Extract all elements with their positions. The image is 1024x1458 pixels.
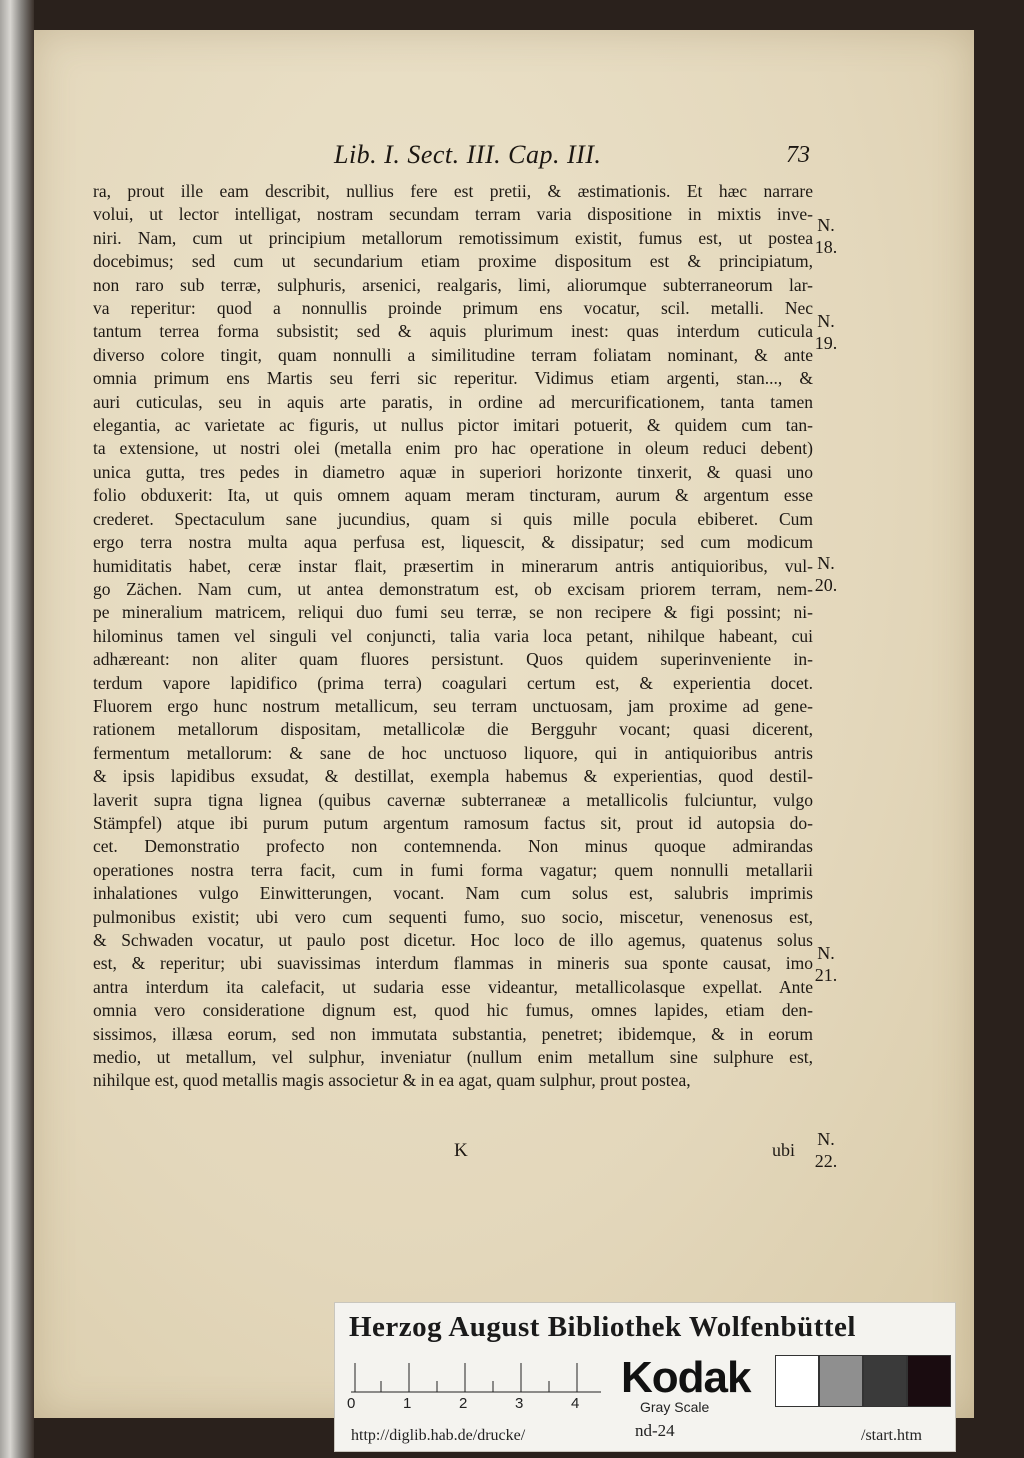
- swatch-black: [907, 1355, 951, 1407]
- text-line: non raro sub terræ, sulphuris, arsenici, realgaris, limi, aliorumque subterraneorum lar-: [93, 274, 813, 295]
- text-line: terdum vapore lapidifico (prima terra) coagulari certum est, & experientia docet.: [93, 672, 813, 693]
- text-line: rationem metallorum dispositam, metallicolæ die Bergguhr vocant; quasi dicerent,: [93, 719, 813, 740]
- text-line: niri. Nam, cum ut principium metallorum remotissimum existit, fumus est, ut postea: [93, 227, 813, 248]
- text-line: go Zächen. Nam cum, ut antea demonstratum est, ob excisam priorem terram, nem-: [93, 578, 813, 599]
- text-line: omnia vero consideratione dignum est, quod hic fumus, omnes lapides, etiam den-: [93, 1000, 813, 1021]
- swatch-mid-gray: [819, 1355, 863, 1407]
- library-title: Herzog August Bibliothek Wolfenbüttel: [349, 1311, 856, 1343]
- text-line: humiditatis habet, ceræ instar flait, præsertim in minerarum antris antiquioribus, vul-: [93, 555, 813, 576]
- text-line: est, & reperitur; ubi suavissimas interdum flammas in mineris sua sponte causat, imo: [93, 953, 813, 974]
- text-line: tantum terrea forma subsistit; sed & aquis plurimum inest: quas interdum cuticula: [93, 321, 813, 342]
- ruler-number: 2: [459, 1395, 468, 1412]
- ruler-number: 0: [347, 1395, 356, 1412]
- book-page: [34, 30, 974, 1418]
- text-line: va reperitur: quod a nonnullis proinde primum ens vocatur, scil. metalli. Nec: [93, 298, 813, 319]
- url-right: /start.htm: [861, 1427, 922, 1444]
- text-line: volui, ut lector intelligat, nostram secundam terram varia dispositione in mixtis inve-: [93, 204, 813, 225]
- text-line: medio, ut metallum, vel sulphur, inveniatur (nullum enim metallum sine sulphure est,: [93, 1047, 813, 1068]
- color-target-card: [334, 1302, 956, 1452]
- margin-note-21: N. 21.: [814, 943, 838, 985]
- text-line: diverso colore tingit, quam nonnulli a similitudine terram foliatam nominant, & ante: [93, 344, 813, 365]
- text-line: Stämpfel) atque ibi purum putum argentum ramosum factus sit, prout id autopsia do-: [93, 812, 813, 833]
- text-line: antra interdum ita calefacit, ut sudaria esse videantur, metallicolasque expellat. Ante: [93, 976, 813, 997]
- kodak-logo: Kodak: [621, 1353, 751, 1402]
- text-line: Fluorem ergo hunc nostrum metallicum, seu terram unctuosam, jam proxime ad gene-: [93, 695, 813, 716]
- text-line: ra, prout ille eam describit, nullius fere est pretii, & æstimationis. Et hæc narrare: [93, 181, 813, 201]
- text-line: inhalationes vulgo Einwitterungen, vocant. Nam cum solus est, salubris imprimis: [93, 883, 813, 904]
- text-line: omnia primum ens Martis seu ferri sic reperitur. Vidimus etiam argenti, stan..., &: [93, 368, 813, 389]
- ruler-number: 1: [403, 1395, 412, 1412]
- text-line: & Schwaden vocatur, ut paulo post dicetur. Hoc loco de illo agemus, quatenus solus: [93, 930, 813, 950]
- margin-note-18: N. 18.: [814, 215, 838, 257]
- text-line: cet. Demonstratio profecto non contemnenda. Non minus quoque admirandas: [93, 836, 813, 857]
- margin-note-22: N. 22.: [814, 1129, 838, 1171]
- text-line: ta extensione, ut nostri olei (metalla enim pro hac operatione in oleum reduci debent): [93, 438, 813, 459]
- text-line: docebimus; sed cum ut secundarium etiam proxime dispositum est & principiatum,: [93, 251, 813, 272]
- signature-mark: K: [454, 1140, 468, 1161]
- ruler-number: 4: [571, 1395, 580, 1412]
- gray-scale-label: Gray Scale: [640, 1399, 710, 1415]
- swatch-dark-gray: [863, 1355, 907, 1407]
- shelf-code: nd-24: [635, 1421, 675, 1440]
- body-text: [93, 180, 813, 1093]
- text-line: pulmonibus existit; ubi vero cum sequenti fumo, suo socio, miscetur, venenosus est,: [93, 906, 813, 927]
- margin-note-20: N. 20.: [814, 553, 838, 595]
- margin-note-19: N. 19.: [814, 311, 838, 353]
- text-line: operationes nostra terra facit, cum in fumi forma vagatur; quem nonnulli metallarii: [93, 859, 813, 880]
- text-line: hilominus tamen vel singuli vel conjuncti, talia varia loca petant, nihilque habeant, cui: [93, 625, 813, 646]
- book-edge: [0, 0, 34, 1458]
- ruler-number: 3: [515, 1395, 524, 1412]
- text-line: laverit supra tigna lignea (quibus cavernæ subterraneæ a metallicolis fulciuntur, vulgo: [93, 789, 813, 810]
- page-header: [34, 136, 974, 176]
- ruler-scale: [351, 1359, 601, 1393]
- text-line: & ipsis lapidibus exsudat, & destillat, exempla habemus & experientias, quod destil-: [93, 766, 813, 787]
- text-line: crederet. Spectaculum sane jucundius, quam si quis mille pocula ebiberet. Cum: [93, 508, 813, 529]
- text-line: adhæreant: non aliter quam fluores persistunt. Quos quidem superinveniente in-: [93, 649, 813, 670]
- text-line: pe mineralium matricem, reliqui duo fumi seu terræ, se non recipere & figi possint; ni-: [93, 602, 813, 623]
- url-left: http://diglib.hab.de/drucke/: [351, 1427, 526, 1444]
- page-number: 73: [786, 142, 810, 168]
- running-head: Lib. I. Sect. III. Cap. III.: [334, 140, 602, 169]
- text-line: folio obduxerit: Ita, ut quis omnem aquam meram tincturam, aurum & argentum esse: [93, 485, 813, 506]
- text-line: auri cuticulas, seu in aquis arte paratis, in ordine ad mercurificationem, tanta tamen: [93, 391, 813, 412]
- text-line: elegantia, ac varietate ac figuris, ut nullus pictor imitari potuerit, & quidem cum tan-: [93, 415, 813, 436]
- text-line: ergo terra nostra multa aqua perfusa est, liquescit, & dissipatur; sed cum modicum: [93, 532, 813, 553]
- swatch-white: [775, 1355, 819, 1407]
- catchword: ubi: [772, 1140, 796, 1160]
- text-line: nihilque est, quod metallis magis associetur & in ea agat, quam sulphur, prout postea,: [93, 1070, 691, 1091]
- text-line: fermentum metallorum: & sane de hoc unctuoso liquore, qui in antiquioribus antris: [93, 742, 813, 763]
- text-line: sissimos, illæsa eorum, sed non immutata substantia, penetret; ibidemque, & in eorum: [93, 1023, 813, 1044]
- gray-scale-swatches: [775, 1355, 951, 1407]
- text-line: unica gutta, tres pedes in diametro aquæ in superiori horizonte tinxerit, & quasi uno: [93, 461, 813, 482]
